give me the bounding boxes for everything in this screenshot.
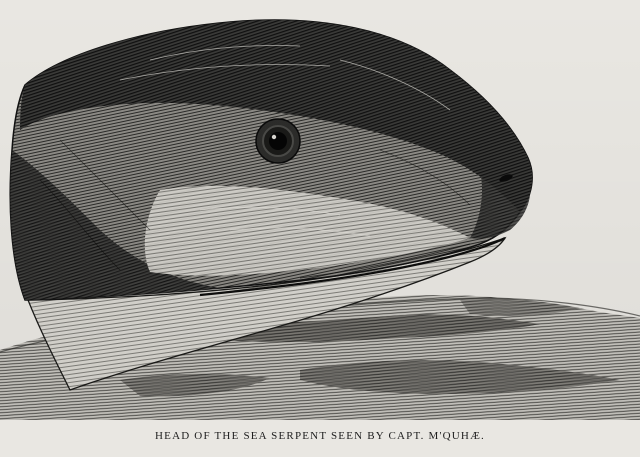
illustration-caption: HEAD OF THE SEA SERPENT SEEN BY CAPT. M'QUHÆ. (155, 430, 485, 442)
